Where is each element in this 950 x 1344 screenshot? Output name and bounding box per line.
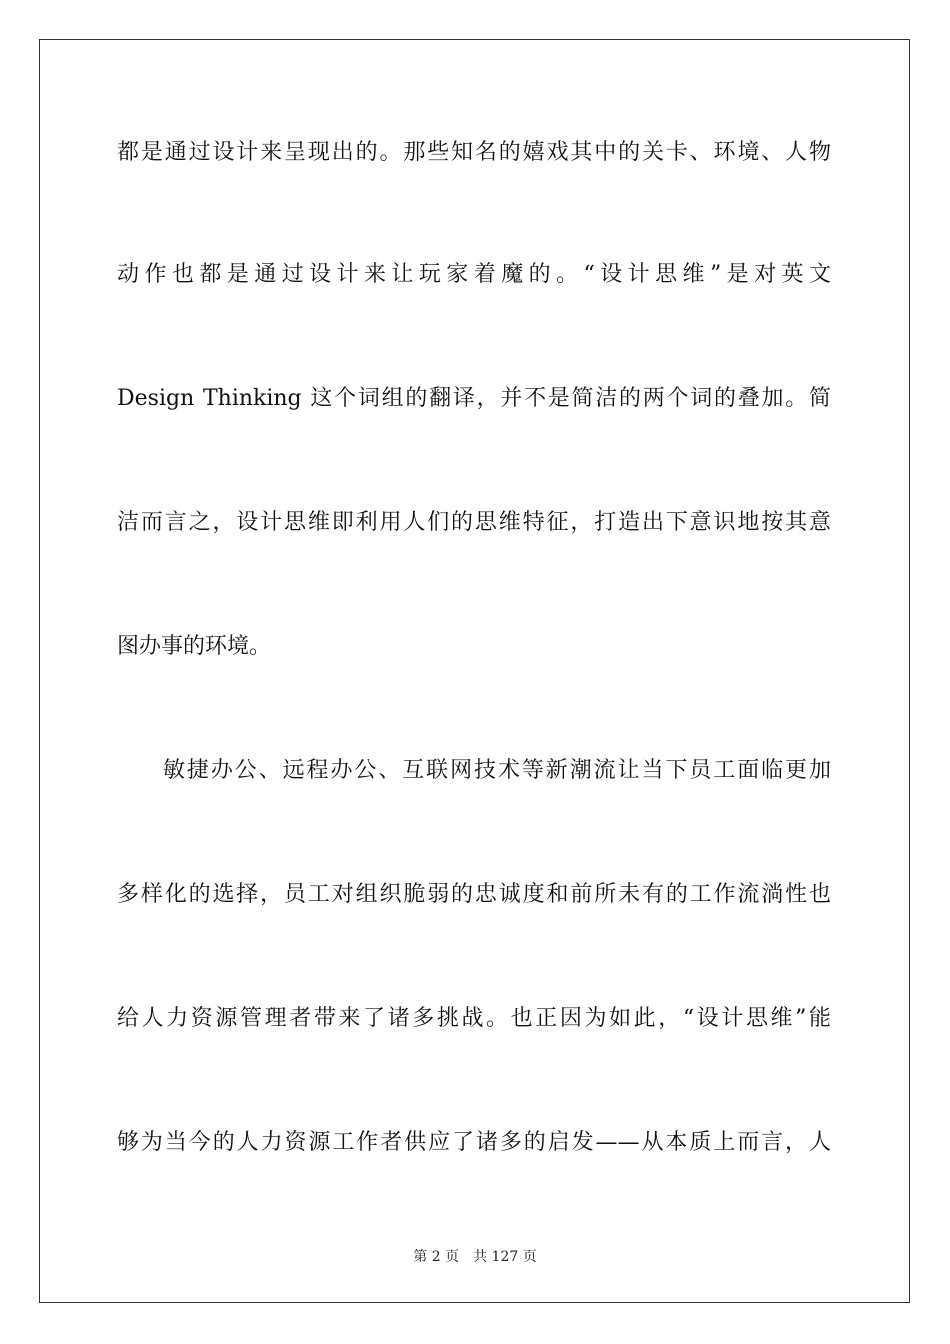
text-line-4: 洁而言之，设计思维即利用人们的思维特征，打造出下意识地按其意 xyxy=(117,510,831,535)
text-line-2: 动作也都是通过设计来让玩家着魔的。“设计思维”是对英文 xyxy=(117,262,831,287)
page-border xyxy=(39,39,910,1303)
text-line-3: Design Thinking 这个词组的翻译，并不是简洁的两个词的叠加。简 xyxy=(117,386,831,411)
page-footer xyxy=(0,1248,950,1266)
text-line-8: 给人力资源管理者带来了诸多挑战。也正因为如此，“设计思维”能 xyxy=(117,1006,831,1031)
text-line-7: 多样化的选择，员工对组织脆弱的忠诚度和前所未有的工作流淌性也 xyxy=(117,882,831,907)
page-total: 共 127 页 xyxy=(473,1249,537,1265)
text-line-1: 都是通过设计来呈现出的。那些知名的嬉戏其中的关卡、环境、人物 xyxy=(117,140,831,165)
page-number: 第 2 页 xyxy=(413,1249,460,1265)
text-line-9: 够为当今的人力资源工作者供应了诸多的启发——从本质上而言，人 xyxy=(117,1130,831,1155)
text-line-6: 敏捷办公、远程办公、互联网技术等新潮流让当下员工面临更加 xyxy=(163,758,831,783)
text-line-5: 图办事的环境。 xyxy=(117,634,272,659)
